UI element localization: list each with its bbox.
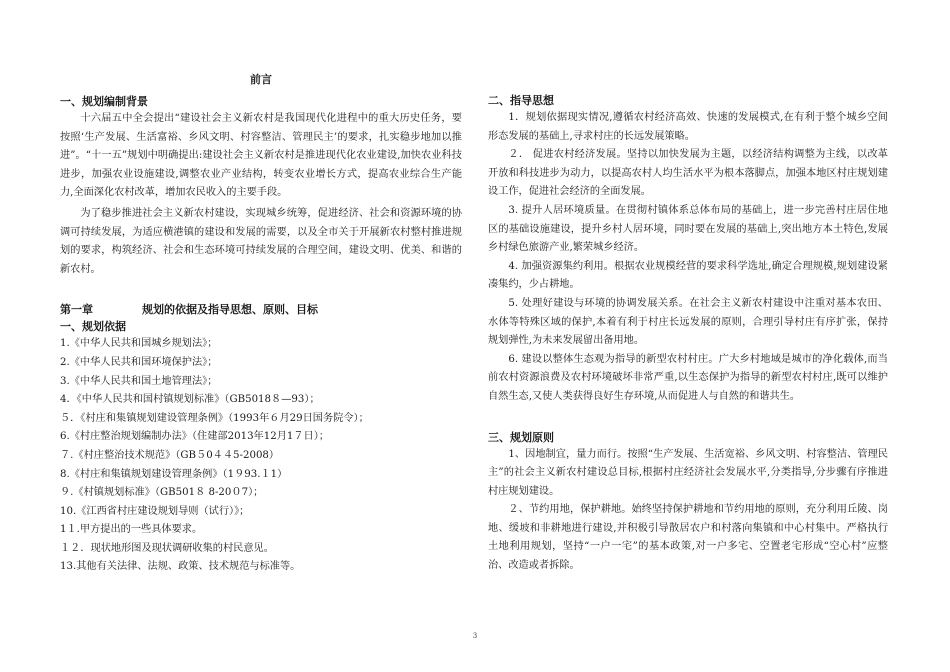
right-column bbox=[488, 72, 888, 576]
basis-item: ９.《村镇规划标准》（GB501８ 8-20０7）； bbox=[60, 487, 264, 499]
basis-item: 8.《村庄和集镇规划建设管理条例》（1９93.１1） bbox=[60, 468, 288, 480]
basis-list bbox=[60, 335, 462, 577]
principle-paragraph: 1、因地制宜，量力而行。按照“生产发展、生活宽裕、乡风文明、村容整洁、管理民主”的社会主义新农村建设总目标,根据村庄经济社会发展水平,分类指导,分步骤有序推进村庄规划建设。 bbox=[488, 448, 888, 497]
section-heading-basis: 一、规划依据 bbox=[60, 320, 126, 334]
basis-item: ７.《村庄整治技术规范》（GB５0４４5-2008） bbox=[60, 449, 280, 461]
basis-item: 10.《江西省村庄建设规划导则（试行）》； bbox=[60, 505, 250, 517]
guiding-paragraph: 6. 建设以整体生态观为指导的新型农村村庄。广大乡村地域是城市的净化载体,而当前农村资源浪费及农村环境破坏非常严重,以生态保护为指导的新型农村村庄,既可以维护自然生态,又使人类获得良好生存环境,从而促进人与自然的和谐共生。 bbox=[488, 353, 888, 402]
basis-item: 13.其他有关法律、法规、政策、技术规范与标准等。 bbox=[60, 561, 301, 573]
basis-item: 4．《中华人民共和国村镇规划标准》（GB5018８—93）； bbox=[60, 394, 320, 406]
basis-item: 2.《中华人民共和国环境保护法》； bbox=[60, 356, 218, 368]
left-column bbox=[60, 72, 462, 577]
guiding-paragraph: 3. 提升人居环境质量。在贯彻村镇体系总体布局的基础上，进一步完善村庄居住地区的基础设施建设，提升乡村人居环境，同时要在发展的基础上,突出地方本土特色,发展乡村绿色旅游产业,繁荣城乡经济。 bbox=[488, 204, 888, 254]
section-heading-guiding: 二、指导思想 bbox=[488, 94, 554, 107]
guiding-paragraph: 4. 加强资源集约利用。根据农业规模经营的要求科学选址,确定合理规模,规划建设紧凑集约，少占耕地。 bbox=[488, 260, 888, 291]
section-heading-background: 一、规划编制背景 bbox=[60, 95, 148, 108]
background-paragraph-2: 为了稳步推进社会主义新农村建设，实现城乡统筹，促进经济、社会和资源环境的协调可持续发展，为适应横港镇的建设和发展的需要，以及全市关于开展新农村整村推进规划的要求，构筑经济、社会和生态环境可持续发展的合理空间，建设文明、优美、和谐的新农村。 bbox=[60, 207, 462, 275]
chapter-title: 规划的依据及指导思想、原则、目标 bbox=[142, 303, 318, 317]
page-number: 3 bbox=[472, 632, 478, 640]
principle-paragraph: ２、节约用地，保护耕地。始终坚持保护耕地和节约用地的原则，充分利用丘陵、岗地、缓坡和非耕地进行建设,并积极引导散居农户和村落向集镇和中心村集中。严格执行土地利用规划，坚持“一户一宅”的基本政策,对一户多宅、空置老宅形成“空心村”应整治、改造或者拆除。 bbox=[488, 504, 888, 572]
guiding-paragraph: 5. 处理好建设与环境的协调发展关系。在社会主义新农村建设中注重对基本农田、水体等特殊区域的保护,本着有利于村庄长远发展的原则，合理引导村庄有序扩张，保持规划弹性,为未来发展留出备用地。 bbox=[488, 297, 888, 347]
basis-item: 6.《村庄整治规划编制办法》（住建部2013年12月1７日）； bbox=[60, 431, 330, 443]
background-paragraph-1: 十六届五中全会提出“建设社会主义新农村是我国现代化进程中的重大历史任务，要按照‘生产发展、生活富裕、乡风文明、村容整洁、管理民主’的要求，扎实稳步地加以推进”。“十一五”规划中明确提出:建设社会主义新农村是推进现代化农业建设,加快农业科技进步，加强农业设施建设,调整农业产业结构，转变农业增长方式，提高农业综合生产能力,全面深化农村改革，增加农民收入的主要手段。 bbox=[60, 113, 462, 199]
guiding-paragraph: ２． 促进农村经济发展。坚持以加快发展为主题，以经济结构调整为主线，以改革开放和科技进步为动力，以提高农村人均生活水平为根本落脚点，加强本地区村庄规划建设工作，促进社会经济的全面发展。 bbox=[488, 149, 888, 198]
basis-item: 1.《中华人民共和国城乡规划法》； bbox=[60, 338, 218, 350]
chapter-heading bbox=[60, 301, 462, 318]
guiding-paragraph: 1．规划依据现实情况,遵循农村经济高效、快速的发展模式,在有利于整个城乡空间形态发展的基础上,寻求村庄的长远发展策略。 bbox=[488, 112, 888, 142]
basis-item: 3.《中华人民共和国土地管理法》； bbox=[60, 375, 218, 387]
section-heading-principles: 三、规划原则 bbox=[488, 430, 554, 444]
page-title: 前言 bbox=[250, 73, 272, 86]
basis-item: 1１.甲方提出的一些具体要求。 bbox=[60, 524, 203, 536]
basis-item: ５．《村庄和集镇规划建设管理条例》（1993年６月29日国务院令）； bbox=[60, 412, 369, 424]
basis-item: １２．现状地形图及现状调研收集的村民意见。 bbox=[60, 542, 274, 554]
chapter-number: 第一章 bbox=[60, 303, 93, 317]
